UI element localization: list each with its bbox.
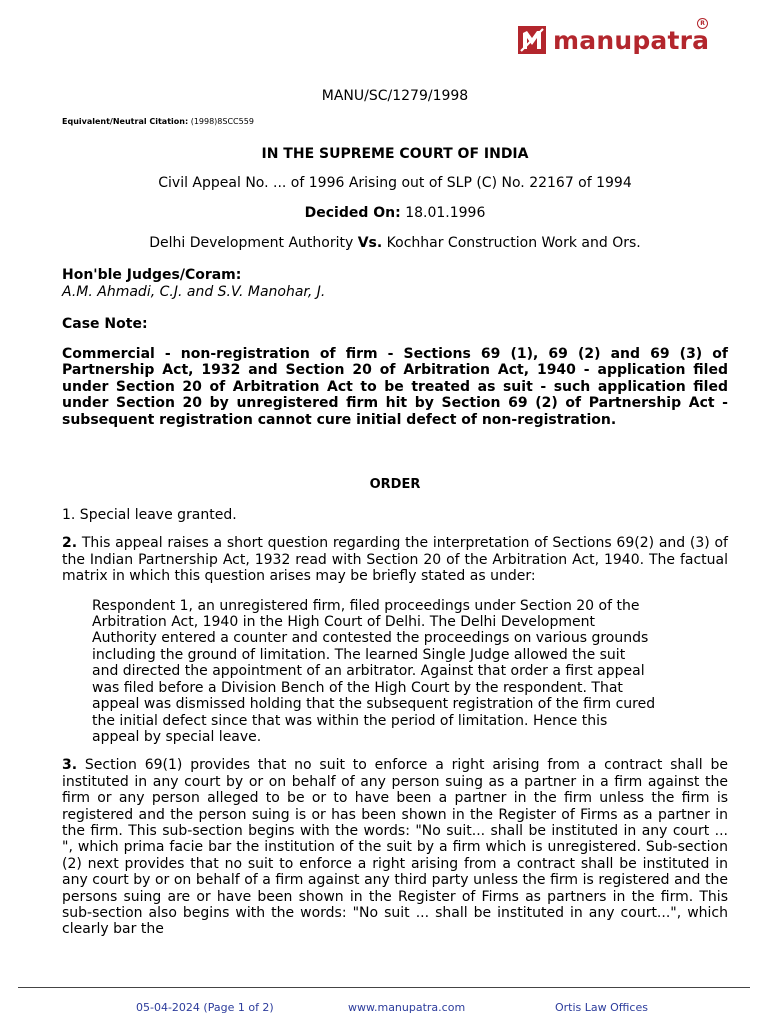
court-name: IN THE SUPREME COURT OF INDIA [261,146,529,162]
respondent: Kochhar Construction Work and Ors. [386,235,641,251]
manu-citation: MANU/SC/1279/1998 [321,88,469,104]
quote-line: including the ground of limitation. The learned Single Judge allowed the suit [92,646,626,663]
quoted-facts [92,598,728,746]
quote-line: appeal was dismissed holding that the subsequent registration of the firm cured [92,696,656,713]
paragraph-2-text: This appeal raises a short question regarding the interpretation of Sections 69(2) and (3) of the Indian Partnership Act, 1932 read with Section 20 of the Arbitration Act, 1940. The factual matrix in which this question arises may be briefly stated as under: [62,535,728,585]
neutral-citation [62,116,728,128]
footer-date-page: 05-04-2024 (Page 1 of 2) [136,1001,274,1014]
logo-text: manupatra [553,25,710,55]
case-note-heading: Case Note: [62,316,148,332]
quote-line: Respondent 1, an unregistered firm, filed proceedings under Section 20 of the [92,597,640,614]
registered-mark: R [697,18,708,29]
petitioner: Delhi Development Authority [149,235,354,251]
paragraph-2-number: 2. [62,535,78,552]
neutral-citation-label: Equivalent/Neutral Citation: [62,117,189,126]
footer-divider [18,987,750,988]
parties [62,234,728,252]
decided-on-label: Decided On: [304,205,401,221]
footer-office: Ortis Law Offices [555,1001,648,1014]
document-body [62,86,728,938]
paragraph-3-number: 3. [62,757,78,774]
decided-on-date: 18.01.1996 [405,205,486,221]
paragraph-3 [62,757,728,937]
order-heading: ORDER [369,477,421,493]
quote-line: Arbitration Act, 1940 in the High Court of Delhi. The Delhi Development [92,614,595,631]
paragraph-3-text: Section 69(1) provides that no suit to enforce a right arising from a contract shall be instituted in any court by or on behalf of any person suing as a partner in a firm against the firm or any person alleged to be or to have been a partner in the firm unless the firm is registered and the person suing is or has been shown in the Register of Firms as a partner in the firm. This sub-section begins with the words: "No suit... shall be instituted in any court ... ", which prima facie bar the institution of the suit by a firm which is unregistered. Sub-section (2) next provides that no suit to enforce a right arising from a contract shall be instituted in any court by or on behalf of a firm against any third party unless the firm is registered and the persons suing are or have been shown in the Register of Firms as partners in the firm. This sub-section also begins with the words: "No suit ... shall be instituted in any court...", which clearly bar the [62,757,728,938]
quote-line: the initial defect since that was within the period of limitation. Hence this [92,712,608,729]
quote-line: was filed before a Division Bench of the High Court by the respondent. That [92,679,623,696]
manupatra-logo-icon [517,25,547,55]
paragraph-2 [62,535,728,584]
neutral-citation-value: (1998)8SCC559 [190,117,254,126]
quote-line: appeal by special leave. [92,728,262,745]
quote-line: Authority entered a counter and contested the proceedings on various grounds [92,630,649,647]
judges-names: A.M. Ahmadi, C.J. and S.V. Manohar, J. [62,284,326,300]
paragraph-1: 1. Special leave granted. [62,507,237,524]
quote-line: and directed the appointment of an arbitrator. Against that order a first appeal [92,663,645,680]
manupatra-logo [517,22,717,58]
judges-heading: Hon'ble Judges/Coram: [62,267,242,283]
footer-site-link[interactable]: www.manupatra.com [348,1001,466,1014]
versus: Vs. [357,235,383,251]
case-note-text: Commercial - non-registration of firm - Sections 69 (1), 69 (2) and 69 (3) of Partnership Act, 1932 and Section 20 of Arbitration Act, 1940 - application filed under Section 20 of Arbitration Act to be treated as suit - such application filed under Section 20 by unregistered firm hit by Section 69 (2) of Partnership Act - subsequent registration cannot cure initial defect of non-registration. [62,346,728,428]
decided-on [62,204,728,222]
appeal-number: Civil Appeal No. ... of 1996 Arising out of SLP (C) No. 22167 of 1994 [158,175,632,191]
